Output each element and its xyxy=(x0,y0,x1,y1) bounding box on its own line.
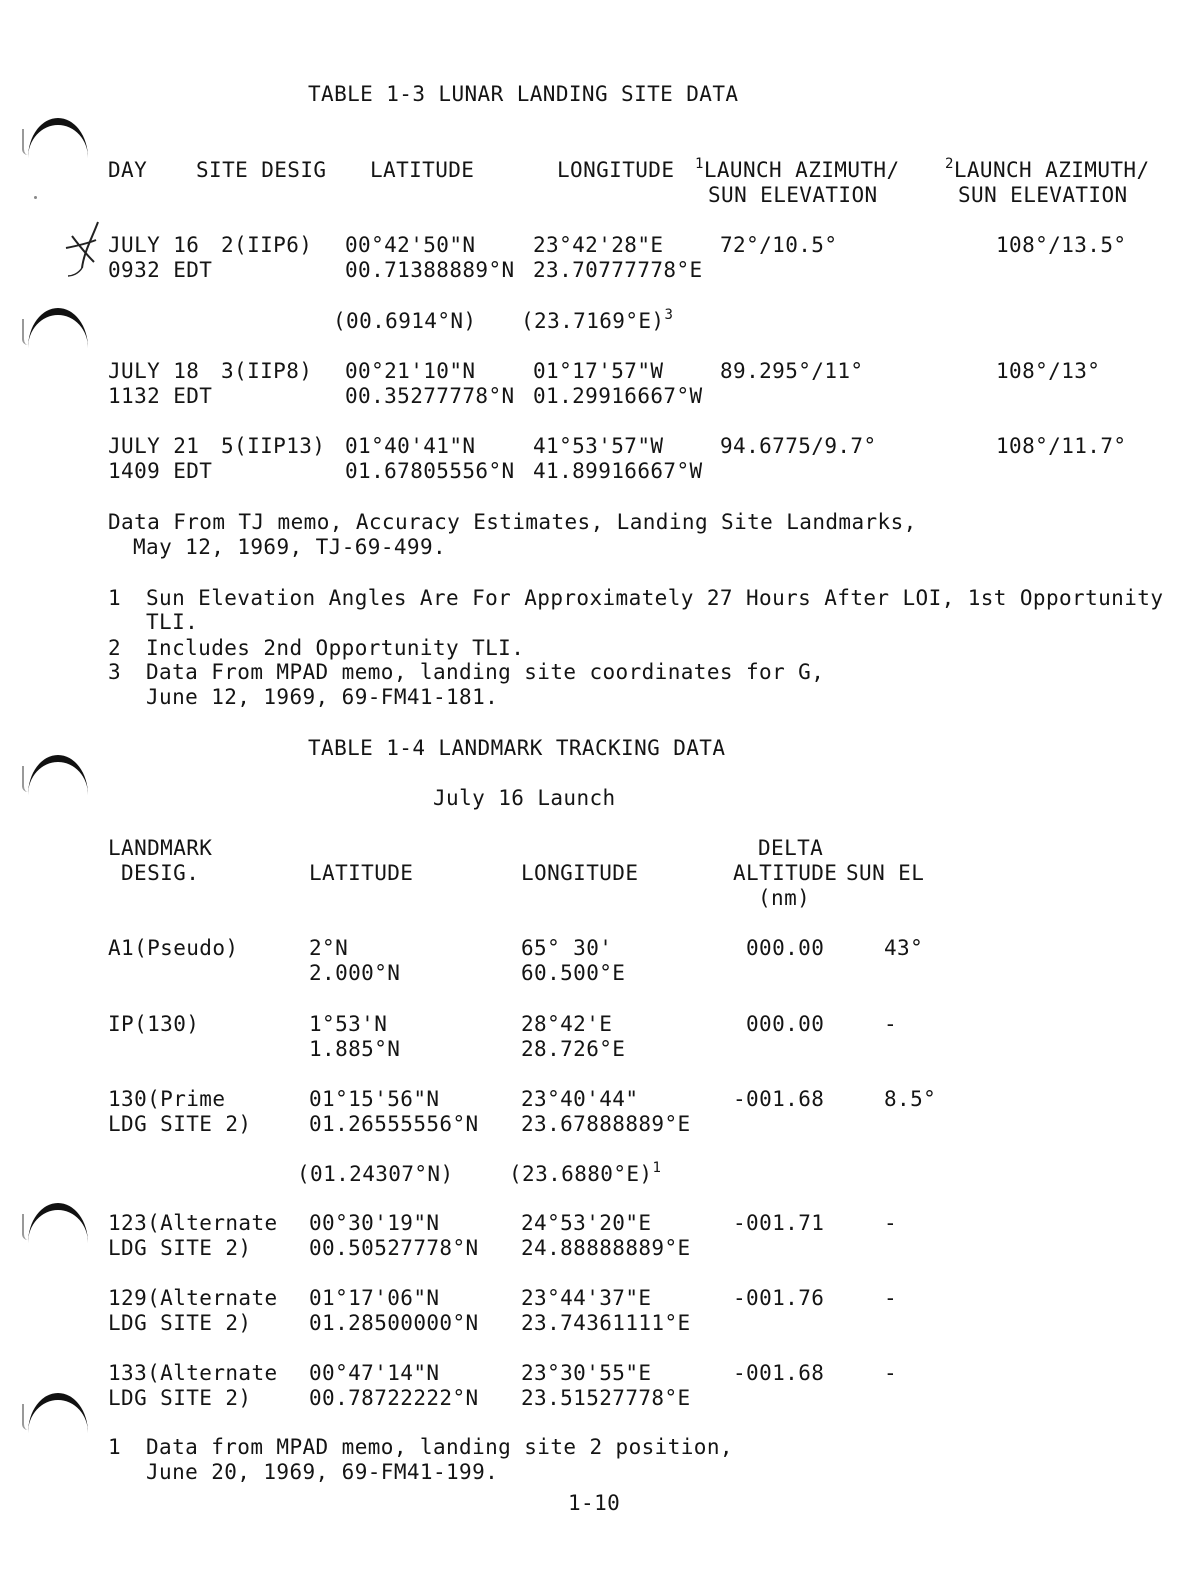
note-line1: Includes 2nd Opportunity TLI. xyxy=(146,636,525,660)
landmark-sun-el: 8.5° xyxy=(884,1087,937,1111)
row-day: JULY 21 xyxy=(108,434,200,458)
header-delta-line1: DELTA xyxy=(758,836,824,860)
note-number: 2 xyxy=(108,636,122,660)
landmark-lat: 1°53'N xyxy=(309,1012,388,1036)
row-lon-dms: 01°17'57"W xyxy=(533,359,664,383)
row-site: 5(IIP13) xyxy=(221,434,326,458)
speck xyxy=(34,196,37,199)
row-az2: 108°/13° xyxy=(996,359,1101,383)
note-number: 3 xyxy=(108,660,122,684)
landmark-sun-el: - xyxy=(884,1361,898,1385)
row-day: JULY 18 xyxy=(108,359,200,383)
header-latitude: LATITUDE xyxy=(370,158,475,182)
landmark-desig: 123(Alternate xyxy=(108,1211,278,1235)
binder-hole xyxy=(28,1203,88,1243)
landmark-delta-alt: 000.00 xyxy=(746,936,825,960)
row-site: 2(IIP6) xyxy=(221,233,313,257)
landmark-delta-alt: -001.71 xyxy=(733,1211,825,1235)
row-lon-dec: 41.89916667°W xyxy=(533,459,703,483)
landmark-lon: 23°44'37"E xyxy=(521,1286,652,1310)
landmark-lat: 00°47'14"N xyxy=(309,1361,440,1385)
landmark-lon-dec: 23.51527778°E xyxy=(521,1386,691,1410)
row-day: JULY 16 xyxy=(108,233,200,257)
row-lon-dms: 23°42'28"E xyxy=(533,233,664,257)
landmark-lat: 01°15'56"N xyxy=(309,1087,440,1111)
landmark-desig-line2: LDG SITE 2) xyxy=(108,1236,252,1260)
landmark-desig: IP(130) xyxy=(108,1012,200,1036)
header-longitude: LONGITUDE xyxy=(557,158,675,182)
header-longitude: LONGITUDE xyxy=(521,861,639,885)
landmark-sun-el: - xyxy=(884,1012,898,1036)
header-delta-line3: (nm) xyxy=(758,886,811,910)
landmark-lat: 2°N xyxy=(309,936,349,960)
landmark-sun-el: - xyxy=(884,1211,898,1235)
header-site-desig: SITE DESIG xyxy=(196,158,327,182)
binder-hole xyxy=(28,1393,88,1433)
landmark-lon: 24°53'20"E xyxy=(521,1211,652,1235)
alternate-longitude xyxy=(521,309,673,334)
row-lat-dec: 00.71388889°N xyxy=(345,258,515,282)
landmark-lon: 23°40'44" xyxy=(521,1087,639,1111)
row-az1: 72°/10.5° xyxy=(720,233,838,257)
landmark-lon-dec: 23.67888889°E xyxy=(521,1112,691,1136)
landmark-lon: 28°42'E xyxy=(521,1012,613,1036)
landmark-desig: 133(Alternate xyxy=(108,1361,278,1385)
row-lon-dec: 01.29916667°W xyxy=(533,384,703,408)
note-number: 1 xyxy=(108,586,122,610)
footnote-marker: 1 xyxy=(695,156,704,172)
footnote-line1: Data from MPAD memo, landing site 2 position, xyxy=(146,1435,733,1459)
binder-hole xyxy=(28,308,88,348)
header-sun-el: SUN EL xyxy=(846,861,925,885)
handwritten-check-mark xyxy=(58,218,102,278)
binder-hole xyxy=(28,755,88,795)
row-lat-dms: 01°40'41"N xyxy=(345,434,476,458)
landmark-lon-dec: 60.500°E xyxy=(521,961,626,985)
header-launch-azimuth-1-line1: LAUNCH AZIMUTH/ xyxy=(703,158,900,182)
footnote-line2: June 20, 1969, 69-FM41-199. xyxy=(146,1460,499,1484)
row-lat-dec: 00.35277778°N xyxy=(345,384,515,408)
landmark-lat: 01°17'06"N xyxy=(309,1286,440,1310)
landmark-lon-dec: 24.88888889°E xyxy=(521,1236,691,1260)
header-landmark-line2: DESIG. xyxy=(121,861,200,885)
row-lat-dms: 00°42'50"N xyxy=(345,233,476,257)
header-delta-line2: ALTITUDE xyxy=(733,861,838,885)
header-launch-azimuth-2 xyxy=(945,158,1150,183)
table-1-4-subtitle: July 16 Launch xyxy=(433,786,616,810)
row-az1: 89.295°/11° xyxy=(720,359,864,383)
row-site: 3(IIP8) xyxy=(221,359,313,383)
header-launch-azimuth-2-line1: LAUNCH AZIMUTH/ xyxy=(953,158,1150,182)
landmark-lon: 23°30'55"E xyxy=(521,1361,652,1385)
binder-hole xyxy=(28,118,88,158)
landmark-lon: 65° 30' xyxy=(521,936,613,960)
alternate-longitude xyxy=(509,1162,661,1187)
row-az2: 108°/11.7° xyxy=(996,434,1127,458)
landmark-delta-alt: -001.68 xyxy=(733,1087,825,1111)
table-1-4-title: TABLE 1-4 LANDMARK TRACKING DATA xyxy=(308,736,726,760)
row-lat-dms: 00°21'10"N xyxy=(345,359,476,383)
landmark-lat-dec: 1.885°N xyxy=(309,1037,401,1061)
source-note-line1: Data From TJ memo, Accuracy Estimates, Landing Site Landmarks, xyxy=(108,510,917,534)
header-launch-azimuth-1 xyxy=(695,158,900,183)
alternate-longitude-value: (23.7169°E) xyxy=(521,309,665,333)
note-line2: TLI. xyxy=(146,610,199,634)
row-time: 1132 EDT xyxy=(108,384,213,408)
landmark-lat-dec: 00.50527778°N xyxy=(309,1236,479,1260)
landmark-lat-dec: 01.28500000°N xyxy=(309,1311,479,1335)
header-launch-azimuth-2-line2: SUN ELEVATION xyxy=(958,183,1128,207)
source-note-line2: May 12, 1969, TJ-69-499. xyxy=(133,535,447,559)
note-line1: Data From MPAD memo, landing site coordinates for G, xyxy=(146,660,825,684)
row-lon-dms: 41°53'57"W xyxy=(533,434,664,458)
landmark-lat-dec: 00.78722222°N xyxy=(309,1386,479,1410)
header-day: DAY xyxy=(108,158,148,182)
footnote-number: 1 xyxy=(108,1435,122,1459)
landmark-desig-line2: LDG SITE 2) xyxy=(108,1386,252,1410)
landmark-lon-dec: 23.74361111°E xyxy=(521,1311,691,1335)
footnote-marker: 2 xyxy=(945,156,954,172)
landmark-lat-dec: 2.000°N xyxy=(309,961,401,985)
landmark-desig: 129(Alternate xyxy=(108,1286,278,1310)
landmark-lon-dec: 28.726°E xyxy=(521,1037,626,1061)
landmark-lat: 00°30'19"N xyxy=(309,1211,440,1235)
row-az2: 108°/13.5° xyxy=(996,233,1127,257)
landmark-sun-el: 43° xyxy=(884,936,924,960)
row-lat-dec: 01.67805556°N xyxy=(345,459,515,483)
landmark-sun-el: - xyxy=(884,1286,898,1310)
landmark-desig-line2: LDG SITE 2) xyxy=(108,1311,252,1335)
landmark-delta-alt: -001.76 xyxy=(733,1286,825,1310)
row-az1: 94.6775/9.7° xyxy=(720,434,877,458)
landmark-desig: 130(Prime xyxy=(108,1087,226,1111)
alternate-latitude: (00.6914°N) xyxy=(333,309,477,333)
table-1-3-title: TABLE 1-3 LUNAR LANDING SITE DATA xyxy=(308,82,739,106)
header-landmark-line1: LANDMARK xyxy=(108,836,213,860)
landmark-delta-alt: 000.00 xyxy=(746,1012,825,1036)
landmark-delta-alt: -001.68 xyxy=(733,1361,825,1385)
header-launch-azimuth-1-line2: SUN ELEVATION xyxy=(708,183,878,207)
alternate-longitude-value: (23.6880°E) xyxy=(509,1162,653,1186)
header-latitude: LATITUDE xyxy=(309,861,414,885)
row-lon-dec: 23.70777778°E xyxy=(533,258,703,282)
footnote-marker: 1 xyxy=(652,1160,662,1176)
landmark-desig-line2: LDG SITE 2) xyxy=(108,1112,252,1136)
landmark-desig: A1(Pseudo) xyxy=(108,936,239,960)
row-time: 0932 EDT xyxy=(108,258,213,282)
row-time: 1409 EDT xyxy=(108,459,213,483)
page-number: 1-10 xyxy=(568,1491,621,1515)
landmark-lat-dec: 01.26555556°N xyxy=(309,1112,479,1136)
note-line1: Sun Elevation Angles Are For Approximately 27 Hours After LOI, 1st Opportunity xyxy=(146,586,1164,610)
note-line2: June 12, 1969, 69-FM41-181. xyxy=(146,685,499,709)
alternate-latitude: (01.24307°N) xyxy=(297,1162,454,1186)
footnote-marker: 3 xyxy=(664,307,674,323)
